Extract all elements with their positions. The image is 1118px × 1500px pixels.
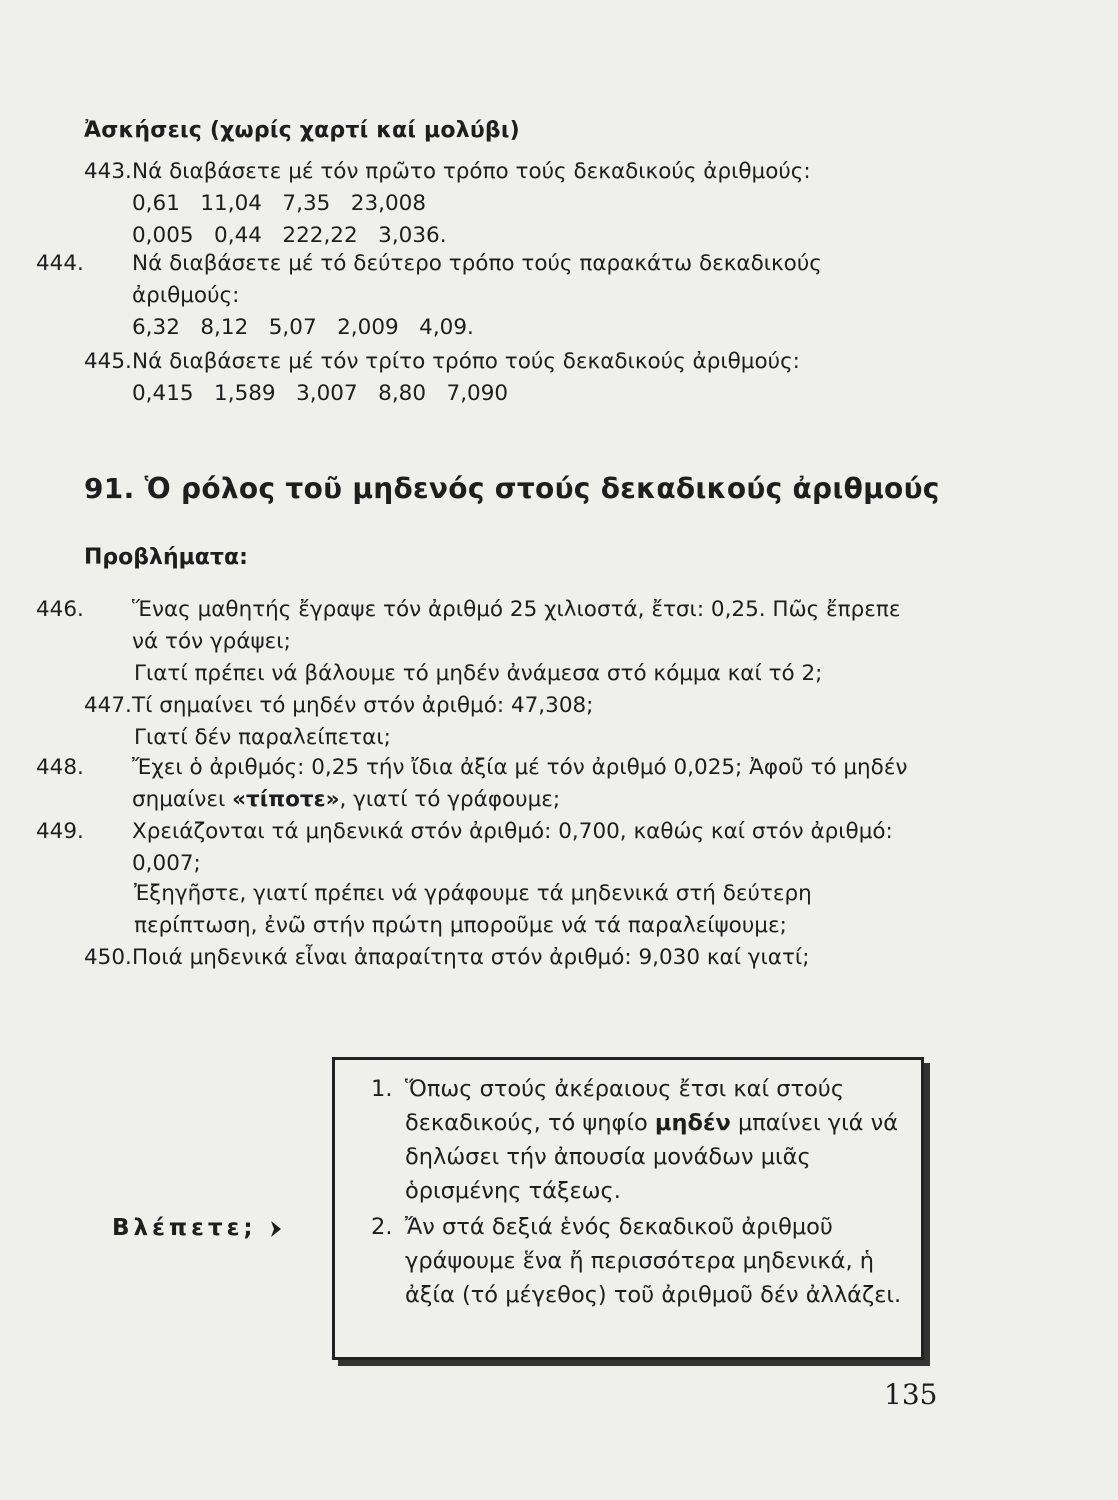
exercise-number: 444.: [36, 251, 84, 276]
exercise-number: 445.: [84, 349, 132, 374]
exercise-443-numbers-1: 0,61 11,04 7,35 23,008: [132, 191, 427, 216]
exercise-445: [84, 346, 926, 378]
problem-text: Τί σημαίνει τό μηδέν στόν ἀριθμό: 47,308;: [132, 693, 594, 718]
exercise-443: [84, 156, 926, 188]
problems-heading: Προβλήματα:: [84, 545, 248, 570]
see-label-text: Βλέπετε;: [112, 1215, 257, 1241]
problem-446: [36, 594, 926, 658]
arrow-right-icon: [269, 1220, 283, 1238]
rule-text: [371, 1072, 911, 1208]
rule-number: 1.: [371, 1076, 393, 1102]
exercise-444: [36, 248, 926, 312]
emphasis-text: «τίποτε»: [232, 787, 340, 812]
problem-number: 448.: [36, 755, 84, 780]
problem-449: [36, 816, 926, 880]
problem-450: [84, 942, 926, 974]
emphasis-text: μηδέν: [654, 1110, 731, 1136]
problem-number: 449.: [36, 819, 84, 844]
exercise-444-numbers: 6,32 8,12 5,07 2,009 4,09.: [132, 315, 474, 340]
rule-number: 2.: [371, 1214, 393, 1240]
rule-text: Ἄν στά δεξιά ἑνός δεκαδικοῦ ἀριθμοῦ γράψουμε ἕνα ἤ περισσότερα μηδενικά, ἡ ἀξία (τό μέγεθος) τοῦ ἀριθμοῦ δέν ἀλλάζει.: [405, 1214, 902, 1308]
rule-2: [371, 1210, 911, 1312]
problem-number: 446.: [36, 597, 84, 622]
exercise-445-numbers: 0,415 1,589 3,007 8,80 7,090: [132, 381, 509, 406]
problem-text: Ποιά μηδενικά εἶναι ἀπαραίτητα στόν ἀριθμό: 9,030 καί γιατί;: [132, 945, 810, 970]
problem-447-followup: Γιατί δέν παραλείπεται;: [134, 725, 391, 750]
section-title: 91. Ὁ ρόλος τοῦ μηδενός στούς δεκαδικούς ἀριθμούς: [84, 472, 940, 505]
page-number: 135: [884, 1378, 938, 1411]
rule-text-end: μπαίνει γιά νά δηλώσει τήν ἀπουσία μονάδων μιᾶς ὁρισμένης τάξεως.: [405, 1110, 899, 1204]
exercise-443-numbers-2: 0,005 0,44 222,22 3,036.: [132, 223, 447, 248]
problem-447: [84, 690, 926, 722]
problem-446-followup: Γιατί πρέπει νά βάλουμε τό μηδέν ἀνάμεσα στό κόμμα καί τό 2;: [134, 661, 823, 686]
problem-449-followup: Ἐξηγῆστε, γιατί πρέπει νά γράφουμε τά μηδενικά στή δεύτερη περίπτωση, ἐνῶ στήν πρώτη μποροῦμε νά τά παραλείψουμε;: [134, 881, 812, 938]
problem-text-end: , γιατί τό γράφουμε;: [339, 787, 561, 812]
problem-text: Ἔχει ὁ ἀριθμός: 0,25 τήν ἴδια ἀξία μέ τόν ἀριθμό 0,025; Ἀφοῦ τό μηδέν σημαίνει: [132, 755, 908, 812]
see-label: [112, 1215, 283, 1241]
exercise-text: Νά διαβάσετε μέ τό δεύτερο τρόπο τούς παρακάτω δεκαδικούς ἀριθμούς:: [132, 251, 822, 308]
rule-1: [371, 1072, 911, 1208]
problem-448: [36, 752, 926, 816]
problem-text: Χρειάζονται τά μηδενικά στόν ἀριθμό: 0,700, καθώς καί στόν ἀριθμό: 0,007;: [132, 819, 893, 876]
rules-box: [332, 1057, 924, 1360]
problem-number: 447.: [84, 693, 132, 718]
exercises-heading: Ἀσκήσεις (χωρίς χαρτί καί μολύβι): [84, 118, 520, 143]
exercise-text: Νά διαβάσετε μέ τόν τρίτο τρόπο τούς δεκαδικούς ἀριθμούς:: [132, 349, 800, 374]
exercise-number: 443.: [84, 159, 132, 184]
exercise-text: Νά διαβάσετε μέ τόν πρῶτο τρόπο τούς δεκαδικούς ἀριθμούς:: [132, 159, 811, 184]
problem-number: 450.: [84, 945, 132, 970]
rule-text-start: Ὅπως στούς ἀκέραιους ἔτσι καί στούς δεκαδικούς, τό ψηφίο: [405, 1076, 845, 1136]
problem-text: Ἕνας μαθητής ἔγραψε τόν ἀριθμό 25 χιλιοστά, ἔτσι: 0,25. Πῶς ἔπρεπε νά τόν γράψει;: [132, 597, 901, 654]
